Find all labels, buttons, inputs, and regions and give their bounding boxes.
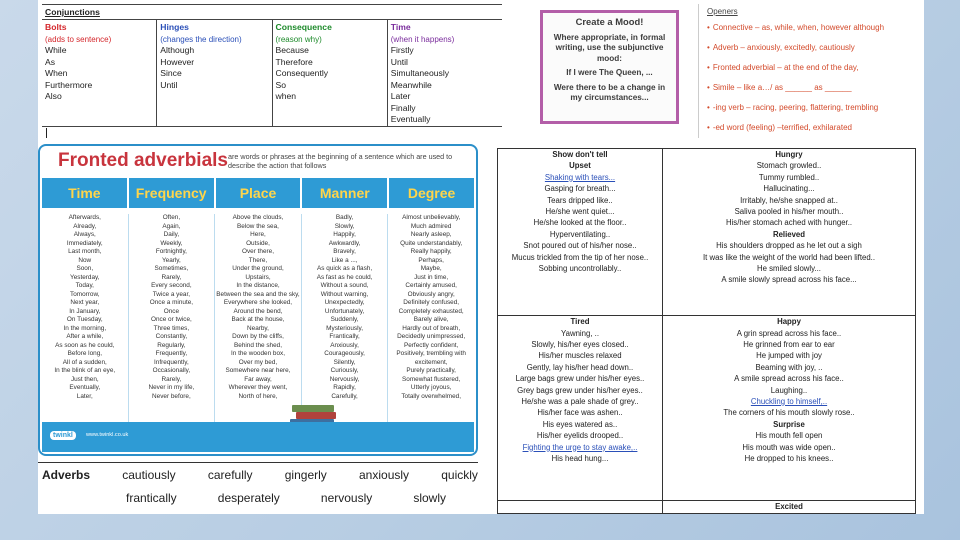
sdt-line: Sobbing uncontrollably.. — [538, 263, 622, 273]
conj-item: Although — [160, 45, 195, 55]
conj-item: Firstly — [390, 45, 414, 55]
conj-sub: (reason why) — [275, 34, 322, 44]
poster-entry: Obviously angry, — [407, 290, 455, 298]
mood-text-1: Where appropriate, in formal writing, use the subjunctive mood: — [553, 32, 666, 63]
poster-entry: Eventually, — [69, 384, 101, 391]
twinkl-url: www.twinkl.co.uk — [86, 432, 129, 438]
sdt-line: His/her stomach ached with hunger.. — [725, 218, 853, 228]
conj-item: Until — [390, 56, 408, 67]
poster-entry: Nearby, — [247, 324, 269, 332]
sdt-heading: Happy — [777, 317, 801, 327]
mood-text-2: If I were The Queen, ... — [566, 68, 653, 77]
sdt-line: It was like the weight of the world had been lifted.. — [702, 252, 876, 262]
sdt-heading: Hungry — [775, 150, 803, 159]
poster-entry: Never in my life, — [148, 384, 195, 391]
poster-entry: Everywhere she looked, — [223, 299, 293, 306]
conjunctions-table — [42, 4, 502, 128]
sdt-line: Large bags grew under his/her eyes.. — [515, 374, 645, 384]
conj-col-time — [388, 20, 502, 126]
poster-entry: Somewhat flustered, — [402, 375, 461, 383]
adverb-word: gingerly — [284, 468, 327, 482]
poster-entry: Rapidly, — [333, 384, 356, 391]
conj-sub: (changes the direction) — [160, 34, 242, 44]
poster-title: Fronted adverbials — [58, 150, 228, 171]
sdt-line: He jumped with joy — [756, 351, 822, 361]
poster-entry: Tomorrow, — [70, 290, 100, 298]
sdt-line: Grey bags grew under his/her eyes.. — [517, 385, 643, 395]
adverb-word: desperately — [217, 491, 280, 505]
conj-heading: Bolts — [45, 22, 67, 32]
sdt-line: Hallucinating... — [763, 184, 815, 194]
poster-entry: Badly, — [335, 214, 354, 221]
sdt-line: Gasping for breath... — [544, 184, 616, 194]
adverb-word: carefully — [207, 468, 253, 482]
poster-entry: Carefully, — [331, 392, 358, 400]
poster-entry: Perfectly confident, — [403, 341, 459, 349]
poster-entry: Before long, — [67, 350, 103, 357]
sdt-line: Tummy rumbled.. — [758, 172, 820, 182]
poster-entry: Fortnightly, — [155, 248, 187, 255]
poster-entry: Behind the shed, — [234, 341, 282, 349]
poster-entry: Courageously, — [324, 350, 365, 357]
poster-entry: Anxiously, — [330, 341, 359, 349]
opener-item: • Adverb – anxiously, excitedly, cautiously — [707, 43, 855, 52]
sdt-cell — [663, 316, 915, 501]
opener-item: • Connective – as, while, when, however although — [707, 23, 885, 32]
poster-entry: Infrequently, — [154, 358, 189, 366]
opener-item: • Simile – like a…/ as ______ as ______ — [707, 83, 852, 92]
poster-col-manner — [302, 214, 389, 424]
poster-entry: Already, — [73, 222, 97, 230]
poster-entry: Hardly out of breath, — [402, 324, 461, 332]
poster-entry: Awkwardly, — [328, 239, 361, 247]
sdt-line: A smile slowly spread across his face... — [721, 275, 857, 285]
sdt-line: A grin spread across his face.. — [736, 328, 842, 338]
sdt-line: His shoulders dropped as he let out a sigh — [716, 241, 862, 251]
sdt-line: Shaking with tears... — [544, 172, 616, 182]
poster-entry: Above the clouds, — [232, 214, 284, 221]
poster-entry: Afterwards, — [68, 214, 101, 221]
sdt-line: He/she was a pale shade of grey.. — [521, 396, 639, 406]
poster-entry: Silently, — [333, 358, 356, 366]
adverb-word: cautiously — [122, 468, 176, 482]
conj-col-consequence — [273, 20, 388, 126]
sdt-line: He smiled slowly... — [757, 263, 821, 273]
sdt-line: Hyperventilating.. — [549, 229, 611, 239]
bullet-icon: • — [707, 83, 710, 92]
adverbs-strip — [38, 462, 478, 509]
twinkl-logo: twinkl — [50, 431, 76, 440]
poster-entry: As fast as he could, — [316, 273, 373, 281]
sdt-line: His/her eyelids drooped.. — [536, 431, 624, 441]
poster-header-row — [42, 178, 474, 208]
poster-entry: In the distance, — [236, 282, 280, 289]
sdt-line: Snot poured out of his/her nose.. — [523, 241, 637, 251]
conj-item: When — [45, 68, 68, 78]
poster-entry: Back at the house, — [231, 316, 285, 323]
poster-entry: Mysteriously, — [326, 324, 363, 332]
poster-entry: Here, — [250, 231, 266, 238]
sdt-line: Saliva pooled in his/her mouth.. — [734, 206, 844, 216]
openers-panel — [698, 4, 921, 138]
conj-item: As — [45, 56, 56, 67]
sdt-line: Irritably, he/she snapped at.. — [740, 195, 838, 205]
poster-entry: Immediately, — [66, 239, 103, 247]
conj-heading: Time — [390, 22, 411, 32]
conj-item: Since — [160, 68, 182, 78]
conj-col-hinges — [157, 20, 272, 126]
poster-entry: North of here, — [238, 392, 278, 400]
bullet-icon: • — [707, 103, 710, 112]
conj-item: Therefore — [275, 56, 313, 67]
poster-entry: Barely alive, — [413, 316, 449, 323]
poster-entry: Without a sound, — [320, 282, 369, 289]
sdt-line: His head hung... — [551, 453, 609, 463]
poster-col-place — [215, 214, 302, 424]
poster-entry: Often, — [162, 214, 181, 221]
poster-entry: Curiously, — [330, 367, 359, 374]
poster-entry: Occasionally, — [152, 367, 191, 374]
openers-title: Openers — [707, 7, 738, 16]
conj-item: Simultaneously — [390, 68, 450, 78]
sdt-line: Gently, lay his/her head down.. — [526, 362, 634, 372]
poster-header: Place — [216, 178, 303, 208]
poster-entry: Without warning, — [320, 290, 369, 298]
poster-entry: Purely practically, — [406, 367, 456, 374]
bullet-icon: • — [707, 23, 710, 32]
bullet-icon: • — [707, 123, 710, 132]
poster-entry: On Tuesday, — [66, 316, 103, 323]
poster-entry: Next year, — [70, 299, 100, 306]
poster-entry: Unfortunately, — [324, 307, 365, 315]
poster-entry: Constantly, — [155, 333, 188, 340]
conj-item: Later — [390, 91, 411, 101]
poster-entry: Over there, — [242, 248, 274, 255]
poster-entry: Last month, — [68, 248, 102, 255]
poster-entry: Certainly amused, — [405, 282, 457, 289]
conj-item: Because — [275, 45, 309, 55]
poster-footer — [42, 422, 474, 452]
poster-col-frequency — [129, 214, 216, 424]
sdt-line: Stomach growled.. — [756, 161, 822, 171]
sdt-line: Chuckling to himself,.. — [750, 396, 828, 406]
poster-entry: Totally overwhelmed, — [401, 392, 461, 400]
adverb-word: nervously — [320, 491, 373, 505]
poster-entry: Around the bend, — [233, 307, 283, 315]
bullet-icon: • — [707, 43, 710, 52]
sdt-cell — [663, 501, 915, 513]
sdt-line: His mouth fell open — [755, 431, 823, 441]
sdt-line: He dropped to his knees.. — [744, 453, 834, 463]
poster-entry: Completely exhausted, — [398, 307, 464, 315]
poster-entry: Now — [78, 256, 92, 264]
poster-entry: Happily, — [333, 231, 356, 238]
poster-entry: Between the sea and the sky, — [216, 290, 300, 298]
poster-col-degree — [388, 214, 474, 424]
poster-entry: Once — [163, 307, 180, 315]
sdt-line: Laughing.. — [770, 385, 808, 395]
conj-item: when — [275, 91, 297, 101]
poster-header: Manner — [302, 178, 389, 208]
sdt-line: His/her muscles relaxed — [538, 351, 622, 361]
sdt-line: Beaming with joy, .. — [755, 362, 823, 372]
poster-entry: Wherever they went, — [228, 384, 288, 391]
conj-heading: Consequence — [275, 22, 332, 32]
poster-entry: Slowly, — [334, 222, 355, 230]
poster-entry: Rarely, — [161, 273, 182, 281]
poster-entry: Frequently, — [155, 350, 188, 357]
conj-sub: (adds to sentence) — [45, 34, 112, 44]
poster-entry: Rarely, — [161, 375, 182, 383]
sdt-line: A smile spread across his face.. — [734, 374, 844, 384]
poster-header: Frequency — [129, 178, 216, 208]
poster-entry: In January, — [69, 307, 101, 315]
poster-entry: Soon, — [76, 265, 94, 272]
adverb-word: quickly — [441, 468, 478, 482]
fronted-adverbials-poster — [38, 144, 478, 456]
poster-entry: All of a sudden, — [62, 358, 107, 366]
bullet-icon: • — [707, 63, 710, 72]
conj-item: So — [275, 79, 287, 90]
sdt-line: The corners of his mouth slowly rose.. — [723, 408, 855, 418]
opener-item: • Fronted adverbial – at the end of the day, — [707, 63, 859, 72]
poster-header: Degree — [407, 185, 456, 201]
poster-entry: Utterly joyous, — [410, 384, 452, 391]
mood-text-3: Were there to be a change in my circumstances... — [553, 82, 666, 102]
sdt-line: Yawning, .. — [561, 328, 599, 338]
poster-entry: Yearly, — [161, 256, 181, 264]
poster-entry: Never before, — [152, 392, 191, 400]
conjunctions-title: Conjunctions — [42, 4, 502, 20]
sdt-line: He/she looked at the floor.. — [533, 218, 627, 228]
sdt-line: Mucus trickled from the tip of her nose.. — [511, 252, 649, 262]
sdt-line: He/she went quiet... — [545, 206, 615, 216]
conj-item: Finally — [390, 102, 416, 113]
poster-header: Time — [42, 178, 129, 208]
conj-item: While — [45, 45, 67, 55]
poster-entry: Later, — [76, 392, 93, 400]
poster-entry: Twice a year, — [152, 290, 191, 298]
adverb-word: frantically — [126, 491, 177, 505]
opener-item: • -ing verb – racing, peering, flattering, trembling — [707, 103, 879, 112]
poster-entry: Frantically, — [329, 333, 360, 340]
text-cursor — [46, 128, 47, 138]
poster-entry: Like a ..., — [331, 256, 358, 264]
poster-entry: Sometimes, — [154, 265, 189, 272]
poster-entry: Suddenly, — [330, 316, 359, 323]
sdt-line: He grinned from ear to ear — [743, 339, 835, 349]
poster-entry: Just in time, — [414, 273, 449, 281]
poster-entry: As soon as he could, — [55, 341, 115, 349]
sdt-heading: Relieved — [772, 229, 806, 239]
poster-entry: Three times, — [153, 324, 190, 332]
poster-entry: Daily, — [163, 231, 180, 238]
adverb-word: anxiously — [359, 468, 410, 482]
poster-entry: Much admired — [410, 222, 452, 230]
conj-item: Meanwhile — [390, 79, 432, 90]
poster-entry: Nervously, — [329, 375, 360, 383]
show-dont-tell-table — [497, 148, 916, 514]
poster-entry: In the wooden box, — [230, 350, 285, 357]
poster-entry: Below the sea, — [237, 222, 279, 230]
poster-entry: Down by the cliffs, — [232, 333, 284, 340]
poster-entry: As quick as a flash, — [317, 265, 373, 272]
poster-entry: After a while, — [66, 333, 104, 340]
sdt-cell — [498, 149, 663, 316]
sdt-line: His mouth was wide open.. — [742, 442, 836, 452]
poster-entry: Bravely, — [333, 248, 356, 255]
poster-entry: Again, — [162, 222, 181, 230]
mood-title: Create a Mood! — [575, 16, 644, 27]
poster-col-time — [42, 214, 129, 424]
poster-entry: Quite understandably, — [400, 239, 463, 247]
poster-description: are words or phrases at the beginning of a sentence which are used to describe the action that follows — [228, 152, 453, 170]
sdt-cell — [663, 149, 915, 316]
sdt-cell — [498, 316, 663, 501]
sdt-line: Fighting the urge to stay awake,.. — [522, 442, 638, 452]
sdt-heading: Upset — [569, 161, 591, 171]
adverb-word: slowly — [413, 491, 446, 505]
conj-item: Also — [45, 91, 62, 101]
poster-entry: Every second, — [151, 282, 192, 289]
poster-entry: Somewhere near here, — [225, 367, 291, 374]
poster-entry: Decidedly unimpressed, — [397, 333, 466, 340]
sdt-cell — [498, 501, 663, 513]
poster-entry: Once or twice, — [150, 316, 192, 323]
conj-item: Furthermore — [45, 79, 93, 90]
poster-entry: Regularly, — [157, 341, 186, 349]
poster-entry: Weekly, — [160, 239, 183, 247]
sdt-heading: Excited — [775, 502, 803, 512]
poster-entry: Definitely confused, — [403, 299, 460, 306]
poster-entry: Once a minute, — [149, 299, 194, 306]
poster-entry: Far away, — [244, 375, 272, 383]
opener-item: • -ed word (feeling) –terrified, exhilarated — [707, 123, 852, 132]
conj-heading: Hinges — [160, 22, 189, 32]
poster-entry: Positively, trembling with excitement, — [396, 350, 466, 366]
poster-columns — [42, 214, 474, 424]
poster-entry: Nearly asleep, — [410, 231, 452, 238]
conj-item: Eventually — [390, 114, 431, 124]
poster-entry: Under the ground, — [232, 265, 284, 272]
sdt-line: His eyes watered as.. — [542, 419, 618, 429]
poster-entry: Always, — [73, 231, 96, 238]
poster-entry: Upstairs, — [245, 273, 271, 281]
conj-item: Consequently — [275, 68, 329, 78]
conj-sub: (when it happens) — [390, 34, 455, 44]
poster-entry: Today, — [75, 282, 94, 289]
poster-entry: Almost unbelievably, — [402, 214, 461, 221]
poster-entry: Maybe, — [420, 265, 442, 272]
conj-item: Until — [160, 79, 178, 90]
adverbs-title: Adverbs — [42, 468, 91, 482]
poster-entry: In the blink of an eye, — [54, 367, 116, 374]
poster-entry: Just then, — [70, 375, 99, 383]
sdt-heading: Show don't tell — [552, 150, 608, 159]
create-a-mood-box — [540, 10, 679, 124]
poster-entry: Perhaps, — [418, 256, 444, 264]
poster-entry: Yesterday, — [70, 273, 100, 281]
sdt-line: His/her face was ashen.. — [537, 408, 623, 418]
poster-entry: Over my bed, — [238, 358, 278, 366]
poster-entry: Unexpectedly, — [324, 299, 365, 306]
sdt-line: Slowly, his/her eyes closed.. — [531, 339, 629, 349]
conj-item: However — [160, 56, 195, 67]
sdt-heading: Surprise — [773, 419, 805, 429]
poster-entry: In the morning, — [63, 324, 107, 332]
poster-entry: There, — [248, 256, 268, 264]
sdt-heading: Tired — [570, 317, 590, 327]
sdt-line: Tears dripped like.. — [547, 195, 613, 205]
slide — [38, 0, 924, 514]
conj-col-bolts — [42, 20, 157, 126]
poster-entry: Really happily, — [410, 248, 452, 255]
poster-entry: Outside, — [246, 239, 270, 247]
